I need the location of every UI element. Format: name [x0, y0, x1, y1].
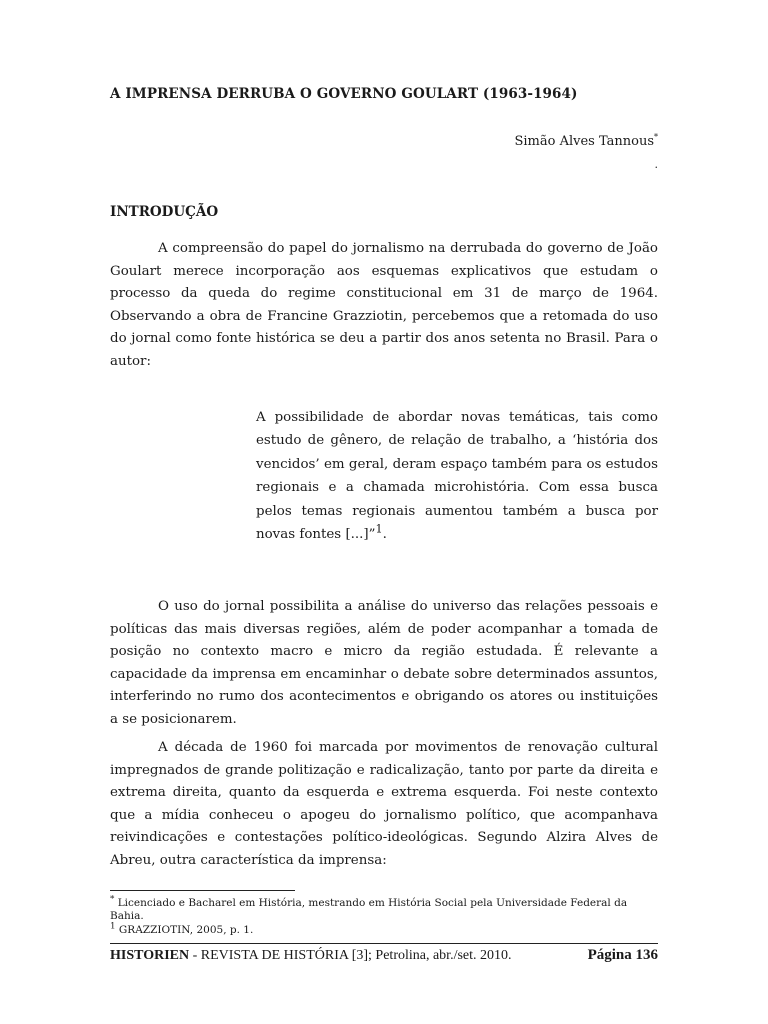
footer-separator [110, 943, 658, 944]
page-number: Página 136 [587, 947, 658, 963]
journal-details: - REVISTA DE HISTÓRIA [3]; Petrolina, abr./set. 2010. [189, 948, 512, 963]
footnote-2 [110, 921, 658, 937]
author-line [514, 134, 658, 149]
footnote-1-mark: * [110, 894, 115, 905]
footnote-1 [110, 894, 658, 922]
footnote-separator [110, 890, 295, 891]
block-quote [256, 406, 658, 546]
footnote-1-text: Licenciado e Bacharel em História, mestrando em História Social pela Universidade Federal da Bahia. [110, 897, 628, 922]
author-footnote-mark[interactable]: * [654, 132, 658, 142]
intro-paragraph-2: O uso do jornal possibilita a análise do universo das relações pessoais e políticas das mais diversas regiões, além de poder acompanhar a tomada de posição no contexto macro e micro da região estudada. É relevante a capacidade da imprensa em encaminhar o debate sobre determinados assuntos, interferindo no rumo dos acontecimentos e obrigando os atores ou instituições a se posicionarem. [110, 599, 658, 727]
journal-footer [110, 948, 512, 964]
intro-paragraph-3: A década de 1960 foi marcada por movimentos de renovação cultural impregnados de grande politização e radicalização, tanto por parte da direita e extrema direita, quanto da esquerda e extrema esquerda. Foi neste contexto que a mídia conheceu o apogeu do jornalismo político, que acompanhava reivindicações e contestações político-ideológicas. Segundo Alzira Alves de Abreu, outra característica da imprensa: [110, 740, 658, 868]
quote-end: . [382, 527, 387, 543]
section-heading: INTRODUÇÃO [110, 204, 219, 220]
journal-name: HISTORIEN [110, 948, 190, 963]
intro-paragraph-1: A compreensão do papel do jornalismo na derrubada do governo de João Goulart merece incorporação aos esquemas explicativos que estudam o processo da queda do regime constitucional em 31 de março de 1964. Observando a obra de Francine Grazziotin, percebemos que a retomada do uso do jornal como fonte histórica se deu a partir dos anos setenta no Brasil. Para o autor: [110, 241, 658, 369]
block-quote-text: A possibilidade de abordar novas temáticas, tais como estudo de gênero, de relação de trabalho, a ‘história dos vencidos’ em geral, deram espaço também para os estudos regionais e a chamada microhistória. Com essa busca pelos temas regionais aumentou também a busca por novas fontes [...]” [256, 410, 658, 543]
author-name: Simão Alves Tannous [514, 134, 654, 149]
article-title: A IMPRENSA DERRUBA O GOVERNO GOULART (1963-1964) [110, 86, 578, 102]
author-dot: . [654, 158, 658, 171]
quote-footnote-mark[interactable]: 1 [375, 522, 383, 536]
footnote-2-text: GRAZZIOTIN, 2005, p. 1. [115, 924, 254, 936]
footnote-2-mark: 1 [110, 921, 116, 932]
